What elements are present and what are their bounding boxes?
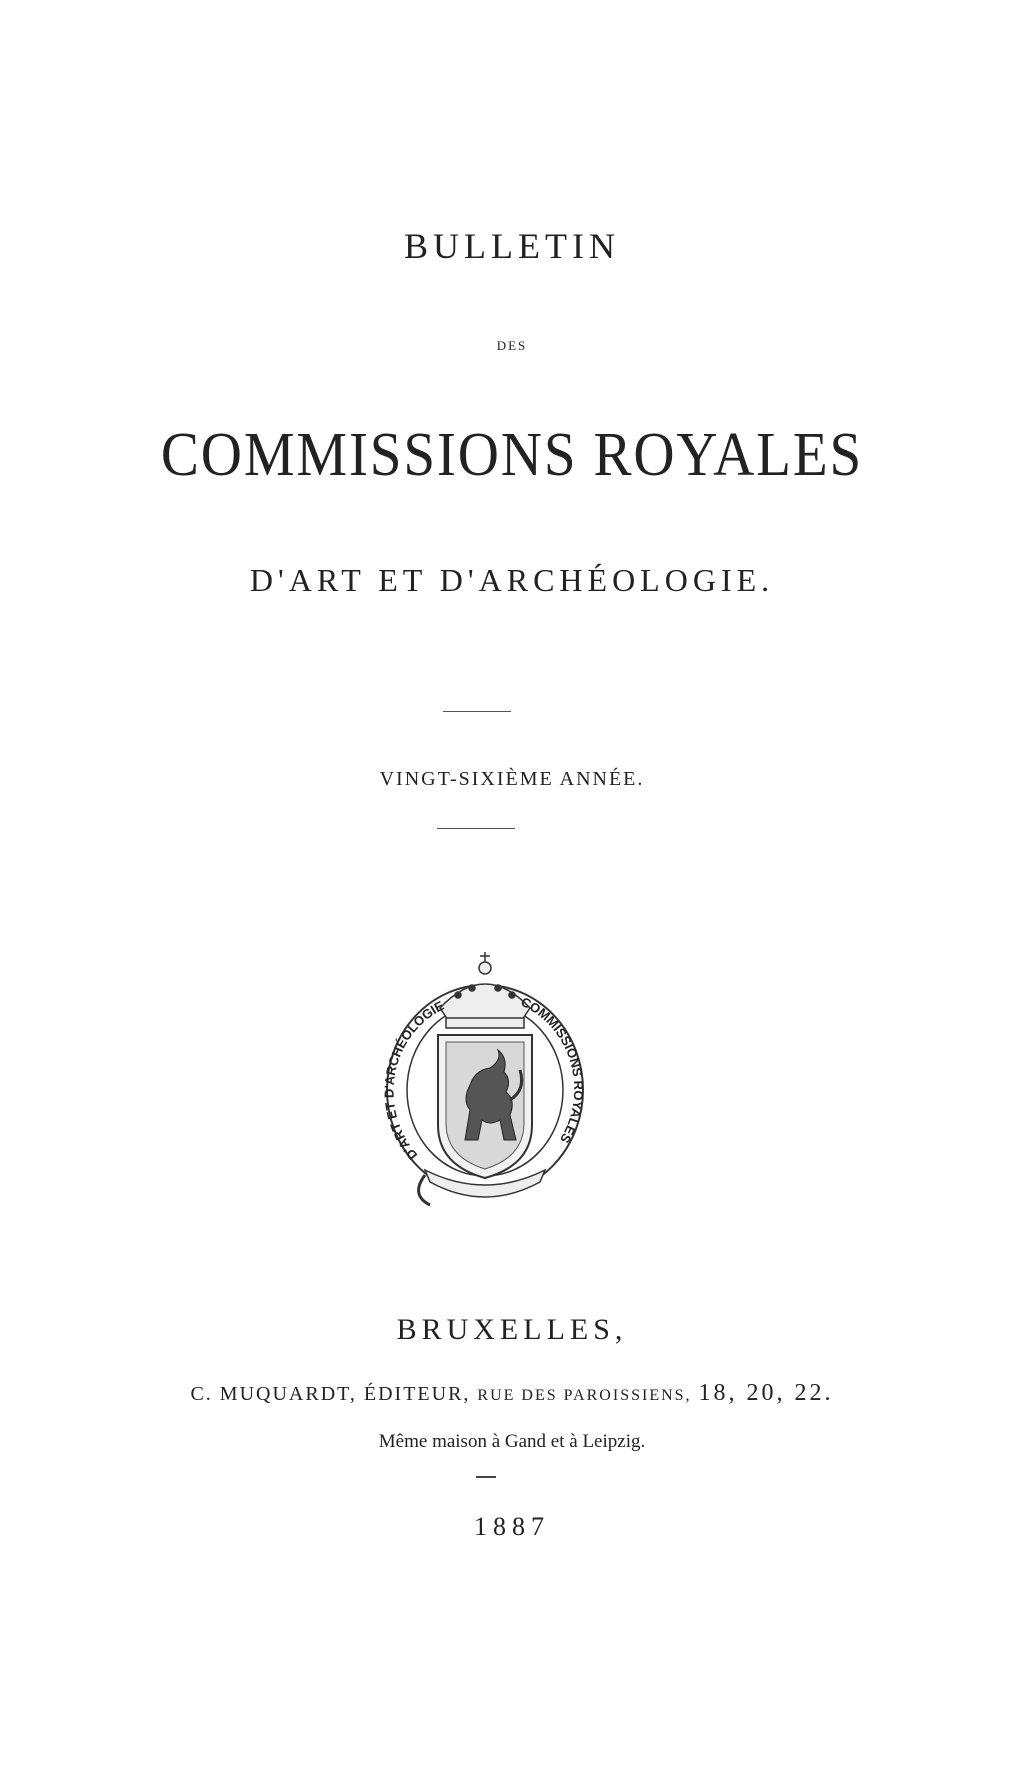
publisher-role: ÉDITEUR, (363, 1383, 471, 1405)
seal-top-text: COMMISSIONS (518, 994, 586, 1078)
title-commissions-royales: COMMISSIONS ROYALES (160, 421, 864, 489)
publisher-name: C. MUQUARDT, (190, 1383, 357, 1405)
imprint-year: 1887 (474, 1512, 550, 1541)
royal-commission-seal-emblem (370, 950, 600, 1220)
divider-bottom (476, 1476, 496, 1478)
publisher-street: RUE DES PAROISSIENS, (477, 1387, 692, 1404)
title-subtitle: D'ART ET D'ARCHÉOLOGIE. (249, 562, 775, 598)
divider-middle (437, 828, 515, 829)
title-bulletin: BULLETIN (404, 226, 620, 266)
seal-left-text: D'ART ET D'ARCHÉOLOGIE (381, 997, 447, 1163)
publisher-numbers: 18, 20, 22. (698, 1380, 834, 1406)
imprint-branches: Même maison à Gand et à Leipzig. (378, 1431, 646, 1452)
divider-top (443, 711, 511, 712)
imprint-city: BRUXELLES, (396, 1313, 628, 1346)
imprint-publisher-line (0, 1380, 1024, 1407)
title-des: DES (496, 338, 528, 353)
lion-shield-icon (438, 1035, 532, 1178)
seal-bottom-text: ROYALES (557, 1080, 587, 1146)
edition-line: VINGT-SIXIÈME ANNÉE. (379, 768, 645, 790)
